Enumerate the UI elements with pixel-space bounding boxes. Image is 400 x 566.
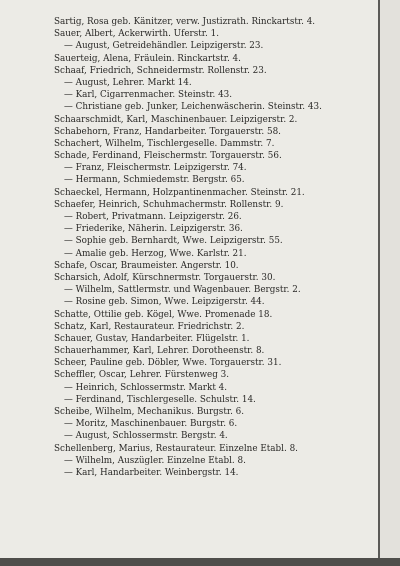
directory-entry: — Franz, Fleischermstr. Leipzigerstr. 74. — [64, 163, 247, 174]
directory-entry: — Sophie geb. Bernhardt, Wwe. Leipzigerstr. 55. — [64, 236, 283, 247]
directory-entry: — Karl, Cigarrenmacher. Steinstr. 43. — [64, 90, 233, 101]
directory-entry: — Friederike, Näherin. Leipzigerstr. 36. — [64, 224, 243, 235]
directory-entry: — Christiane geb. Junker, Leichenwäscherin. Steinstr. 43. — [64, 102, 322, 113]
page-binding-edge — [378, 0, 400, 566]
page-bottom-edge — [0, 558, 400, 566]
directory-entry: Scheffler, Oscar, Lehrer. Fürstenweg 3. — [54, 370, 230, 381]
directory-entry: Schachert, Wilhelm, Tischlergeselle. Dammstr. 7. — [54, 138, 275, 149]
directory-entry: Schaarschmidt, Karl, Maschinenbauer. Leipzigerstr. 2. — [54, 114, 298, 125]
directory-entry: Schabehorn, Franz, Handarbeiter. Torgauerstr. 58. — [54, 126, 281, 137]
directory-entry: — Wilhelm, Auszügler. Einzelne Etabl. 8. — [64, 455, 246, 466]
directory-entry: — Hermann, Schmiedemstr. Bergstr. 65. — [64, 175, 245, 186]
directory-entry: — Karl, Handarbeiter. Weinbergstr. 14. — [64, 467, 239, 478]
directory-entry: — Ferdinand, Tischlergeselle. Schulstr. 14. — [64, 394, 256, 405]
directory-entry: Schafe, Oscar, Braumeister. Angerstr. 10. — [54, 260, 239, 271]
directory-entry: — August, Schlossermstr. Bergstr. 4. — [64, 431, 228, 442]
directory-entry: — Amalie geb. Herzog, Wwe. Karlstr. 21. — [64, 248, 247, 259]
directory-entry: — August, Getreidehändler. Leipzigerstr. 23. — [64, 41, 264, 52]
directory-entry: Sauer, Albert, Ackerwirth. Uferstr. 1. — [54, 29, 220, 40]
directory-entry: Sartig, Rosa geb. Känitzer, verw. Justizrath. Rinckartstr. 4. — [54, 17, 316, 27]
directory-entry: Schaeckel, Hermann, Holzpantinenmacher. Steinstr. 21. — [54, 187, 305, 198]
directory-entry: — Robert, Privatmann. Leipzigerstr. 26. — [64, 212, 242, 222]
directory-entry: — Wilhelm, Sattlermstr. und Wagenbauer. Bergstr. 2. — [64, 285, 301, 296]
directory-entry: Scheer, Pauline geb. Döbler, Wwe. Torgauerstr. 31. — [54, 358, 282, 369]
directory-entry: Schellenberg, Marius, Restaurateur. Einzelne Etabl. 8. — [54, 443, 298, 454]
directory-entry: Schade, Ferdinand, Fleischermstr. Torgauerstr. 56. — [54, 151, 282, 162]
directory-entry: Schauer, Gustav, Handarbeiter. Flügelstr. 1. — [54, 333, 250, 344]
directory-entry: Scheibe, Wilhelm, Mechanikus. Burgstr. 6. — [54, 407, 245, 417]
directory-list — [0, 16, 380, 479]
directory-entry: — Heinrich, Schlossermstr. Markt 4. — [64, 382, 228, 393]
directory-entry: — Moritz, Maschinenbauer. Burgstr. 6. — [64, 419, 238, 430]
directory-entry: Schatz, Karl, Restaurateur. Friedrichstr. 2. — [54, 321, 245, 332]
directory-entry: Schatte, Ottilie geb. Kögel, Wwe. Promenade 18. — [54, 309, 273, 320]
directory-entry: — Rosine geb. Simon, Wwe. Leipzigerstr. 44. — [64, 297, 265, 308]
directory-entry: Schauerhammer, Karl, Lehrer. Dorotheenstr. 8. — [54, 346, 265, 357]
directory-entry: Schaaf, Friedrich, Schneidermstr. Rollenstr. 23. — [54, 65, 267, 76]
directory-entry: Sauerteig, Alena, Fräulein. Rinckartstr. 4. — [54, 53, 241, 64]
directory-entry: Schaefer, Heinrich, Schuhmachermstr. Rollenstr. 9. — [54, 199, 284, 210]
directory-entry: — August, Lehrer. Markt 14. — [64, 77, 192, 88]
directory-entry: Scharsich, Adolf, Kürschnermstr. Torgauerstr. 30. — [54, 272, 276, 283]
